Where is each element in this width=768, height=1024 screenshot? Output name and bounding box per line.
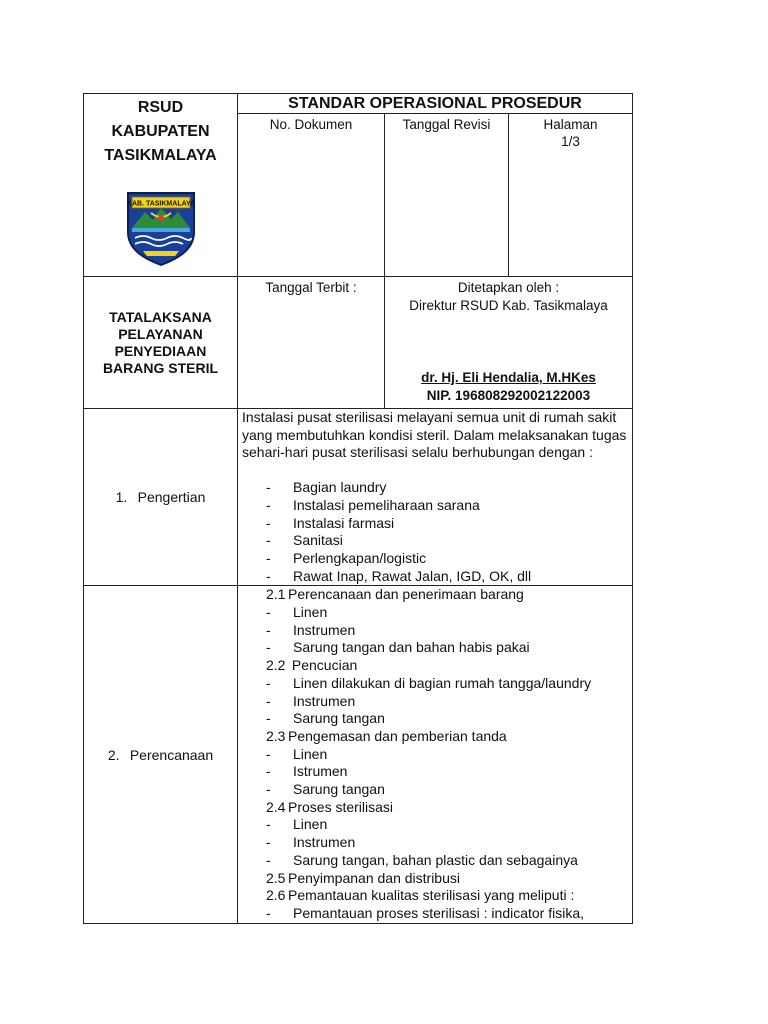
section-label-pengertian: [84, 409, 238, 586]
list-dash: -: [266, 904, 271, 921]
procedure-title-line-2: PELAYANAN: [118, 325, 203, 342]
halaman-cell: [509, 114, 633, 277]
list-item: - Instalasi farmasi: [242, 515, 628, 533]
list-dash: -: [266, 639, 271, 656]
list-dash: -: [266, 549, 271, 566]
tanggal-terbit-label: Tanggal Terbit :: [265, 280, 357, 295]
hospital-name-line-2: KABUPATEN: [111, 123, 210, 140]
list-item-text: Pemantauan proses sterilisasi : indicator fisika,: [293, 904, 585, 921]
subsection-heading: [242, 657, 628, 675]
subsection-title: Pengemasan dan pemberian tanda: [288, 727, 507, 744]
list-item-text: Sarung tangan: [293, 710, 385, 727]
subsection-title: Penyimpanan dan distribusi: [288, 869, 460, 886]
list-item-text: Linen: [293, 816, 328, 833]
subsection-number: 2.5: [266, 869, 286, 886]
list-item: - Bagian laundry: [242, 479, 628, 497]
intro-line: sehari-hari pusat sterilisasi selalu berhubungan dengan :: [242, 444, 593, 461]
section-title: Pengertian: [137, 489, 206, 506]
list-item: [242, 905, 628, 923]
list-item: [242, 834, 628, 852]
list-item: [242, 746, 628, 764]
procedure-title-line-3: PENYEDIAAN: [114, 342, 207, 359]
list-item: [242, 763, 628, 781]
subsection-title: Perencanaan dan penerimaan barang: [288, 586, 524, 603]
subsection-title: Pencucian: [288, 657, 358, 674]
list-dash: -: [266, 567, 271, 584]
list-item-text: Sarung tangan dan bahan habis pakai: [293, 639, 530, 656]
subsection-title: Pemantauan kualitas sterilisasi yang meliputi :: [288, 887, 575, 904]
svg-text:KAB. TASIKMALAYA: KAB. TASIKMALAYA: [126, 200, 195, 208]
list-dash: -: [266, 692, 271, 709]
subsection-title: Proses sterilisasi: [288, 798, 394, 815]
list-dash: -: [266, 479, 271, 496]
list-item: - Instalasi pemeliharaan sarana: [242, 497, 628, 515]
signatory-nip: NIP. 196808292002122003: [426, 388, 591, 403]
list-item-text: Instrumen: [293, 834, 356, 851]
sop-title: STANDAR OPERASIONAL PROSEDUR: [238, 94, 633, 114]
tanggal-revisi-cell: [385, 114, 509, 277]
procedure-title-line-1: TATALAKSANA: [109, 308, 212, 325]
list-dash: -: [266, 604, 271, 621]
tanggal-revisi-label: Tanggal Revisi: [402, 117, 491, 133]
list-dash: -: [266, 514, 271, 531]
hospital-name-line-3: TASIKMALAYA: [104, 147, 217, 164]
no-dokumen-cell: [238, 114, 385, 277]
section-body-perencanaan: [238, 586, 633, 923]
list-dash: -: [266, 834, 271, 851]
hospital-cell: [84, 94, 238, 277]
tanggal-terbit-cell: [238, 277, 385, 409]
list-item-text: Instrumen: [293, 692, 356, 709]
subsection-heading: [242, 870, 628, 888]
list-dash: -: [266, 745, 271, 762]
procedure-title-line-4: BARANG STERIL: [102, 359, 219, 376]
subsection-heading: [242, 799, 628, 817]
no-dokumen-label: No. Dokumen: [269, 117, 353, 133]
subsection-heading: [242, 887, 628, 905]
list-dash: -: [266, 496, 271, 513]
list-item: - Rawat Inap, Rawat Jalan, IGD, OK, dll: [242, 568, 628, 586]
list-item: [242, 675, 628, 693]
hospital-name-line-1: RSUD: [137, 99, 184, 116]
halaman-label: Halaman: [543, 117, 598, 133]
ditetapkan-cell: [385, 277, 633, 409]
list-dash: -: [266, 674, 271, 691]
subsection-number: 2.1: [266, 586, 286, 603]
ditetapkan-label: Ditetapkan oleh :: [457, 280, 560, 295]
list-item-text: Linen dilakukan di bagian rumah tangga/laundry: [293, 674, 592, 691]
related-units-list: [242, 479, 628, 585]
signature-block: [385, 369, 632, 405]
list-dash: -: [266, 710, 271, 727]
kabupaten-tasikmalaya-crest-logo: [121, 188, 201, 268]
list-dash: -: [266, 532, 271, 549]
section-label-perencanaan: [84, 586, 238, 923]
list-item: - Perlengkapan/logistic: [242, 550, 628, 568]
list-item-text: Linen: [293, 745, 328, 762]
list-dash: -: [266, 763, 271, 780]
list-item: [242, 622, 628, 640]
subsection-heading: [242, 728, 628, 746]
section-number: 1.: [115, 489, 128, 506]
list-dash: -: [266, 851, 271, 868]
intro-line: yang membutuhkan kondisi steril. Dalam melaksanakan tugas: [242, 426, 627, 443]
list-item-text: Istrumen: [293, 763, 348, 780]
signatory-name: dr. Hj. Eli Hendalia, M.HKes: [421, 370, 596, 385]
subsection-heading: [242, 586, 628, 604]
subsection-number: 2.6: [266, 887, 286, 904]
sop-table: [83, 93, 633, 924]
list-item: [242, 816, 628, 834]
subsection-number: 2.4: [266, 798, 286, 815]
list-item-text: Linen: [293, 604, 328, 621]
halaman-value: 1/3: [561, 134, 580, 150]
subsection-number: 2.3: [266, 727, 286, 744]
list-item: [242, 604, 628, 622]
list-item: [242, 639, 628, 657]
section-body-pengertian: [238, 409, 633, 586]
list-item: [242, 693, 628, 711]
list-dash: -: [266, 621, 271, 638]
section-number: 2.: [107, 746, 120, 763]
list-item: [242, 852, 628, 870]
list-item-text: Instrumen: [293, 621, 356, 638]
list-item-text: Sarung tangan: [293, 781, 385, 798]
section-title: Perencanaan: [129, 746, 214, 763]
list-item: [242, 710, 628, 728]
list-dash: -: [266, 816, 271, 833]
list-item: [242, 781, 628, 799]
subsection-number: 2.2: [266, 657, 286, 674]
intro-line: Instalasi pusat sterilisasi melayani semua unit di rumah sakit: [242, 409, 617, 425]
ditetapkan-by: Direktur RSUD Kab. Tasikmalaya: [409, 298, 608, 313]
list-item: - Sanitasi: [242, 532, 628, 550]
list-item-text: Sarung tangan, bahan plastic dan sebagainya: [293, 851, 578, 868]
procedure-title-cell: [84, 277, 238, 409]
list-dash: -: [266, 781, 271, 798]
